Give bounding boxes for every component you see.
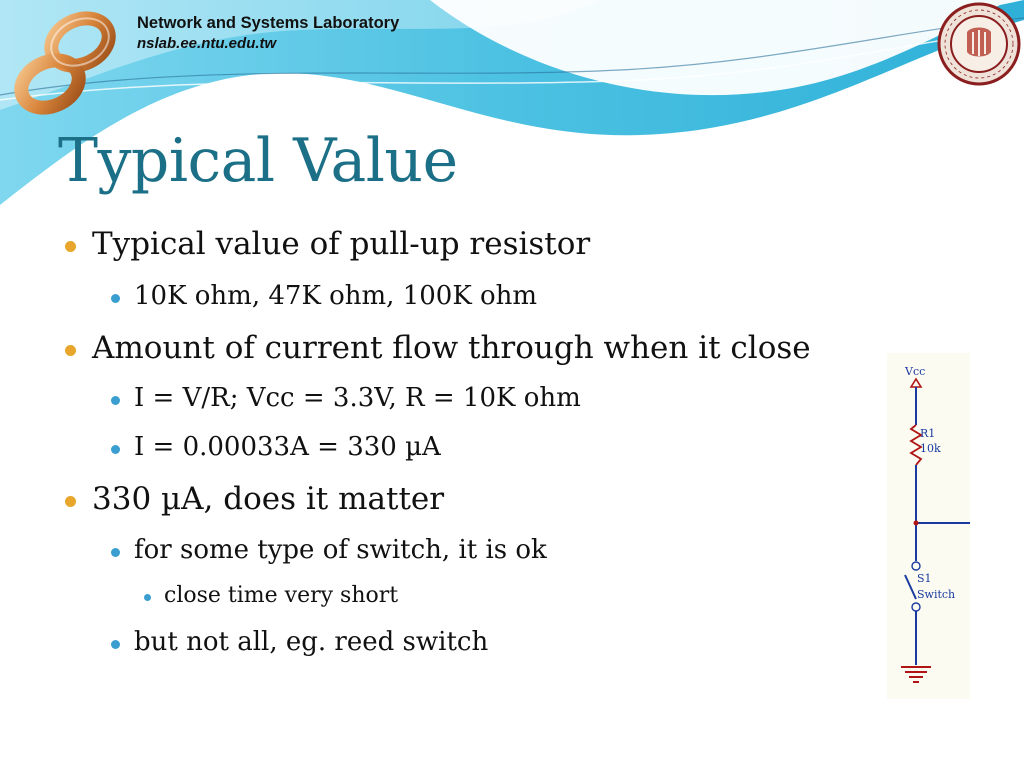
bullet-text: Amount of current flow through when it close [92,330,811,366]
bullet-text: 330 µA, does it matter [92,481,445,517]
bullet-item [134,627,488,657]
vcc-label: Vcc [905,365,926,378]
bullet-item [134,383,581,413]
lab-logo [10,8,120,120]
bullet-text: Typical value of pull-up resistor [92,226,591,262]
bullet-text: I = 0.00033A = 330 µA [134,432,441,462]
switch-name: S1 [917,572,932,585]
bullet-dot-icon [111,445,120,454]
bullet-text: for some type of switch, it is ok [134,535,547,565]
bullet-dot-icon [65,345,76,356]
university-seal-icon [937,2,1021,86]
bullet-text: close time very short [164,583,399,608]
bullet-item [92,226,590,262]
lab-name: Network and Systems Laboratory [137,14,400,32]
resistor-name: R1 [920,427,936,440]
bullet-item [164,583,398,608]
bullet-item [134,535,547,565]
junction-dot-icon [914,521,919,526]
bullet-item [92,330,811,366]
pull-up-schematic [887,353,970,699]
bullet-text: but not all, eg. reed switch [134,627,489,657]
bullet-dot-icon [111,640,120,649]
resistor-value: 10k [920,442,941,455]
bullet-item [92,481,444,517]
bullet-item [134,432,441,462]
bullet-text: 10K ohm, 47K ohm, 100K ohm [134,281,538,311]
bullet-dot-icon [65,241,76,252]
bullet-dot-icon [111,548,120,557]
bullet-item [134,281,537,311]
bullet-dot-icon [111,396,120,405]
bullet-dot-icon [65,496,76,507]
bullet-dot-icon [111,294,120,303]
slide-title: Typical Value [58,126,458,196]
lab-url: nslab.ee.ntu.edu.tw [137,35,277,52]
switch-label: Switch [917,588,956,601]
bullet-text: I = V/R; Vcc = 3.3V, R = 10K ohm [134,383,581,413]
bullet-dot-icon [144,594,151,601]
